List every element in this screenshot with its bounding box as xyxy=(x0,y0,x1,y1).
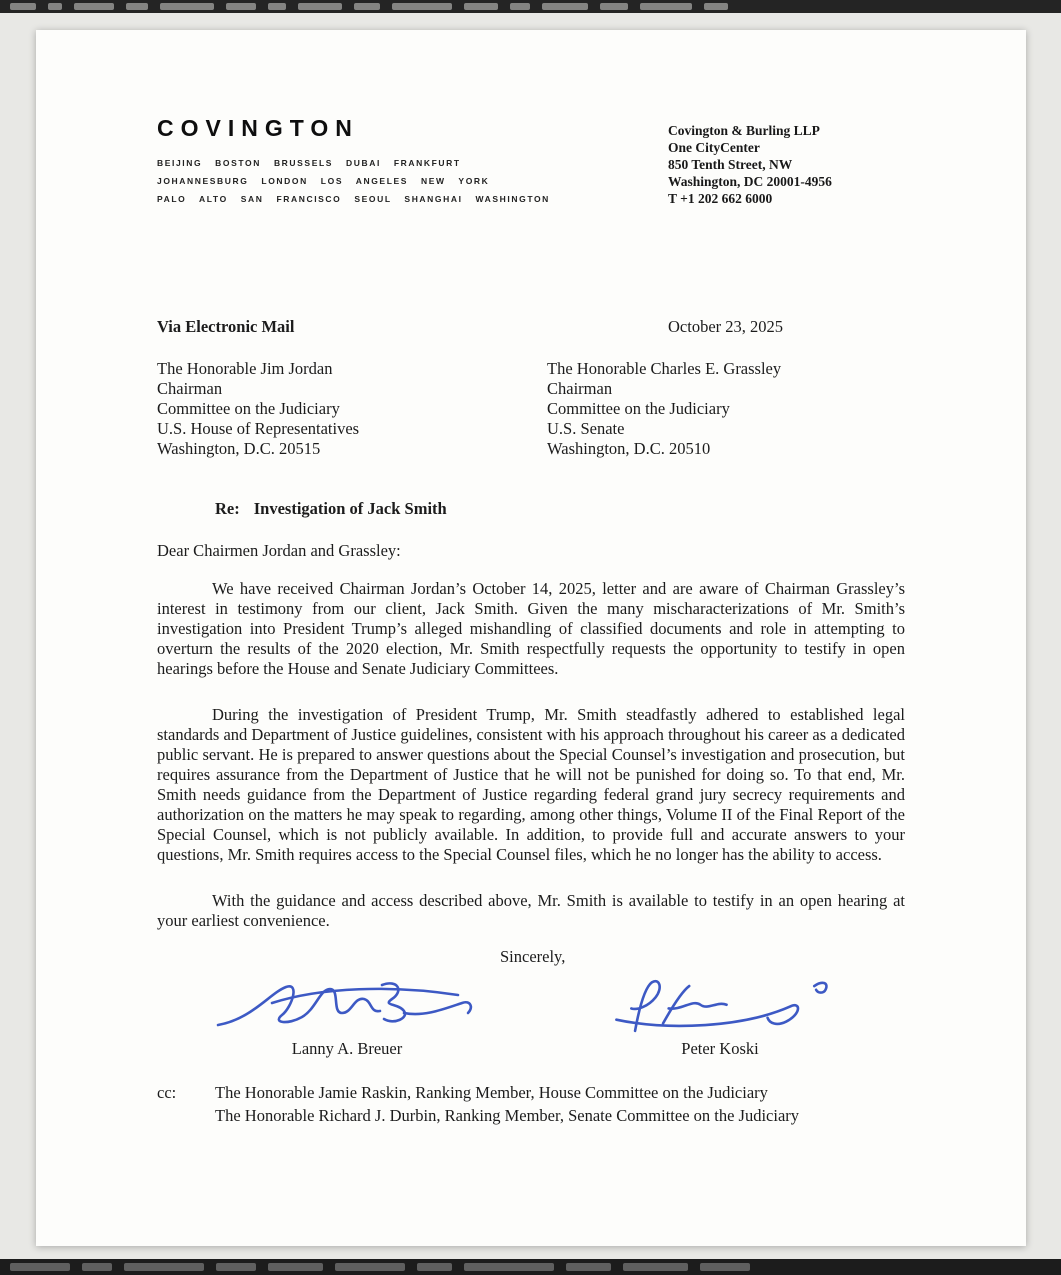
subject-text: Investigation of Jack Smith xyxy=(253,499,447,518)
letter-body xyxy=(157,579,905,931)
photo-top-edge xyxy=(0,0,1061,13)
firm-phone: T +1 202 662 6000 xyxy=(668,191,773,206)
letter-date: October 23, 2025 xyxy=(668,317,784,336)
recipient-line: U.S. Senate xyxy=(547,419,625,438)
recipient-line: Washington, D.C. 20515 xyxy=(157,439,321,458)
office-line: PALO ALTO SAN FRANCISCO SEOUL SHANGHAI WASHINGTON xyxy=(157,194,550,204)
firm-address-block xyxy=(668,122,832,207)
office-line: JOHANNESBURG LONDON LOS ANGELES NEW YORK xyxy=(157,176,490,186)
signer-name: Lanny A. Breuer xyxy=(291,1039,403,1058)
recipients xyxy=(157,359,905,459)
signer-name: Peter Koski xyxy=(681,1039,759,1058)
firm-city: Washington, DC 20001-4956 xyxy=(668,174,832,189)
cc-line: The Honorable Richard J. Durbin, Ranking Member, Senate Committee on the Judiciary xyxy=(215,1106,800,1125)
closing-sincerely: Sincerely, xyxy=(500,947,566,966)
paragraph: With the guidance and access described above, Mr. Smith is available to testify in an open hearing at your earliest convenience. xyxy=(157,891,905,930)
firm-street: 850 Tenth Street, NW xyxy=(668,157,793,172)
signature-block-breuer xyxy=(202,973,492,1059)
firm-name: Covington & Burling LLP xyxy=(668,123,820,138)
recipient-line: Committee on the Judiciary xyxy=(157,399,340,418)
paragraph: We have received Chairman Jordan’s October 14, 2025, letter and are aware of Chairman Grassley’s interest in testimony from our client, Jack Smith. Given the many mischaracterizations of Mr. Smith’s investigation into President Trump’s alleged mishandling of classified documents and role in attempting to overturn the results of the 2020 election, Mr. Smith respectfully requests the opportunity to testify in open hearings before the House and Senate Judiciary Committees. xyxy=(157,579,905,678)
recipient-line: The Honorable Charles E. Grassley xyxy=(547,359,782,378)
office-line: BEIJING BOSTON BRUSSELS DUBAI FRANKFURT xyxy=(157,158,461,168)
recipient-line: Chairman xyxy=(157,379,223,398)
cc-line: The Honorable Jamie Raskin, Ranking Member, House Committee on the Judiciary xyxy=(215,1083,768,1102)
cc-label: cc: xyxy=(157,1083,177,1102)
paragraph: During the investigation of President Trump, Mr. Smith steadfastly adhered to established legal standards and Department of Justice guidelines, consistent with his approach throughout his career as a dedicated public servant. He is prepared to answer questions about the Special Counsel’s investigation and prosecution, but requires assurance from the Department of Justice that he will not be punished for doing so. To that end, Mr. Smith needs guidance from the Department of Justice regarding federal grand jury secrecy requirements and authorization on the matters he may speak to regarding, among other things, Volume II of the Final Report of the Special Counsel, which is not publicly available. In addition, to provide full and accurate answers to your questions, Mr. Smith requires access to the Special Counsel files, which he no longer has the ability to access. xyxy=(157,705,905,864)
recipient-line: Washington, D.C. 20510 xyxy=(547,439,711,458)
signature-peter-koski-ink xyxy=(595,973,845,1043)
recipient-grassley xyxy=(547,359,905,459)
meta-row xyxy=(157,317,905,339)
delivery-method: Via Electronic Mail xyxy=(157,317,295,336)
salutation: Dear Chairmen Jordan and Grassley: xyxy=(157,541,401,560)
subject-line xyxy=(215,499,905,519)
firm-building: One CityCenter xyxy=(668,140,760,155)
cc-lines xyxy=(215,1081,799,1127)
photo-bottom-edge xyxy=(0,1259,1061,1275)
recipient-jordan xyxy=(157,359,547,459)
cc-block xyxy=(157,1081,905,1127)
signature-lanny-breuer-ink xyxy=(212,973,482,1043)
signature-row xyxy=(157,973,905,1059)
subject-label: Re: xyxy=(215,499,240,518)
firm-logo: COVINGTON xyxy=(157,115,359,141)
signature-block-koski xyxy=(575,973,865,1059)
recipient-line: U.S. House of Representatives xyxy=(157,419,360,438)
letterhead xyxy=(157,114,905,207)
letter-page xyxy=(36,30,1026,1246)
recipient-line: The Honorable Jim Jordan xyxy=(157,359,333,378)
recipient-line: Chairman xyxy=(547,379,613,398)
recipient-line: Committee on the Judiciary xyxy=(547,399,730,418)
